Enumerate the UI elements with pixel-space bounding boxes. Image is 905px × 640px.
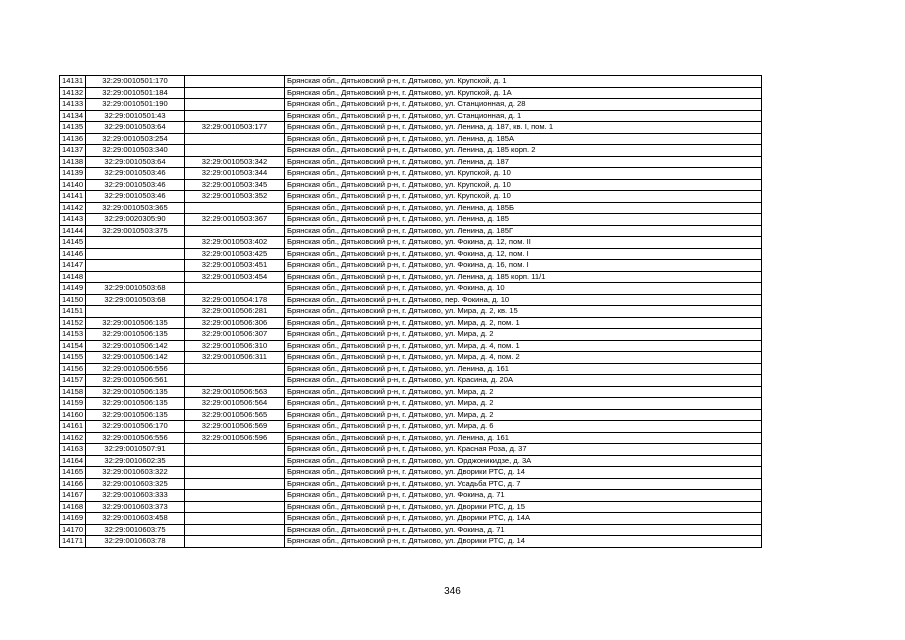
row-number-cell: 14153 (60, 329, 86, 341)
cadastral-number-cell: 32:29:0010506:561 (86, 375, 185, 387)
table-row (60, 306, 762, 318)
cadastral-number-cell: 32:29:0010603:78 (86, 536, 185, 548)
address-cell: Брянская обл., Дятьковский р-н, г. Дятьково, ул. Крупской, д. 10 (285, 191, 762, 203)
table-row (60, 191, 762, 203)
row-number-cell: 14157 (60, 375, 86, 387)
row-number-cell: 14151 (60, 306, 86, 318)
address-cell: Брянская обл., Дятьковский р-н, г. Дятьково, ул. Мира, д. 2 (285, 398, 762, 410)
row-number-cell: 14168 (60, 501, 86, 513)
cadastral-number-cell: 32:29:0010503:46 (86, 179, 185, 191)
address-cell: Брянская обл., Дятьковский р-н, г. Дятьково, ул. Орджоникидзе, д. 3А (285, 455, 762, 467)
related-cadastral-number-cell (185, 490, 285, 502)
cadastral-number-cell: 32:29:0010506:135 (86, 329, 185, 341)
row-number-cell: 14152 (60, 317, 86, 329)
cadastral-number-cell (86, 237, 185, 249)
related-cadastral-number-cell (185, 478, 285, 490)
cadastral-number-cell: 32:29:0010501:170 (86, 76, 185, 88)
related-cadastral-number-cell (185, 225, 285, 237)
row-number-cell: 14159 (60, 398, 86, 410)
related-cadastral-number-cell: 32:29:0010506:565 (185, 409, 285, 421)
cadastral-number-cell: 32:29:0010503:68 (86, 283, 185, 295)
cadastral-number-cell (86, 306, 185, 318)
address-cell: Брянская обл., Дятьковский р-н, г. Дятьково, ул. Дворики РТС, д. 14 (285, 467, 762, 479)
related-cadastral-number-cell (185, 202, 285, 214)
related-cadastral-number-cell (185, 283, 285, 295)
related-cadastral-number-cell (185, 524, 285, 536)
row-number-cell: 14156 (60, 363, 86, 375)
cadastral-number-cell: 32:29:0010603:458 (86, 513, 185, 525)
related-cadastral-number-cell: 32:29:0010506:596 (185, 432, 285, 444)
address-cell: Брянская обл., Дятьковский р-н, г. Дятьково, ул. Дворики РТС, д. 14 (285, 536, 762, 548)
row-number-cell: 14162 (60, 432, 86, 444)
table-row (60, 536, 762, 548)
address-cell: Брянская обл., Дятьковский р-н, г. Дятьково, ул. Крупской, д. 1 (285, 76, 762, 88)
related-cadastral-number-cell (185, 363, 285, 375)
cadastral-number-cell: 32:29:0010603:75 (86, 524, 185, 536)
row-number-cell: 14148 (60, 271, 86, 283)
table-row (60, 409, 762, 421)
address-cell: Брянская обл., Дятьковский р-н, г. Дятьково, ул. Фокина, д. 10 (285, 283, 762, 295)
related-cadastral-number-cell: 32:29:0010503:454 (185, 271, 285, 283)
cadastral-number-cell: 32:29:0010503:46 (86, 168, 185, 180)
address-cell: Брянская обл., Дятьковский р-н, г. Дятьково, ул. Фокина, д. 12, пом. I (285, 248, 762, 260)
address-cell: Брянская обл., Дятьковский р-н, г. Дятьково, ул. Ленина, д. 185 корп. 11/1 (285, 271, 762, 283)
related-cadastral-number-cell: 32:29:0010503:402 (185, 237, 285, 249)
row-number-cell: 14142 (60, 202, 86, 214)
table-row (60, 87, 762, 99)
address-cell: Брянская обл., Дятьковский р-н, г. Дятьково, ул. Ленина, д. 187 (285, 156, 762, 168)
cadastral-number-cell: 32:29:0010603:325 (86, 478, 185, 490)
table-row (60, 455, 762, 467)
table-row (60, 133, 762, 145)
related-cadastral-number-cell (185, 536, 285, 548)
table-row (60, 179, 762, 191)
table-row (60, 363, 762, 375)
table-row (60, 421, 762, 433)
address-cell: Брянская обл., Дятьковский р-н, г. Дятьково, ул. Красина, д. 20А (285, 375, 762, 387)
cadastral-number-cell: 32:29:0010501:43 (86, 110, 185, 122)
cadastral-number-cell: 32:29:0010503:68 (86, 294, 185, 306)
address-cell: Брянская обл., Дятьковский р-н, г. Дятьково, ул. Мира, д. 2 (285, 386, 762, 398)
related-cadastral-number-cell (185, 501, 285, 513)
related-cadastral-number-cell: 32:29:0010503:342 (185, 156, 285, 168)
related-cadastral-number-cell (185, 110, 285, 122)
table-row (60, 444, 762, 456)
address-cell: Брянская обл., Дятьковский р-н, г. Дятьково, ул. Дворики РТС, д. 14А (285, 513, 762, 525)
address-cell: Брянская обл., Дятьковский р-н, г. Дятьково, ул. Ленина, д. 185 корп. 2 (285, 145, 762, 157)
cadastral-number-cell: 32:29:0010503:365 (86, 202, 185, 214)
related-cadastral-number-cell (185, 133, 285, 145)
related-cadastral-number-cell: 32:29:0010503:344 (185, 168, 285, 180)
table-row (60, 225, 762, 237)
table-row (60, 501, 762, 513)
table-row (60, 260, 762, 272)
cadastral-number-cell: 32:29:0010603:333 (86, 490, 185, 502)
table-row (60, 110, 762, 122)
related-cadastral-number-cell (185, 513, 285, 525)
registry-table-body (60, 76, 762, 548)
address-cell: Брянская обл., Дятьковский р-н, г. Дятьково, ул. Мира, д. 2 (285, 329, 762, 341)
cadastral-number-cell: 32:29:0010503:340 (86, 145, 185, 157)
table-row (60, 271, 762, 283)
related-cadastral-number-cell: 32:29:0010503:451 (185, 260, 285, 272)
address-cell: Брянская обл., Дятьковский р-н, г. Дятьково, ул. Крупской, д. 10 (285, 168, 762, 180)
cadastral-number-cell: 32:29:0010506:170 (86, 421, 185, 433)
cadastral-number-cell: 32:29:0010506:135 (86, 386, 185, 398)
table-row (60, 329, 762, 341)
cadastral-number-cell: 32:29:0010506:142 (86, 340, 185, 352)
cadastral-number-cell: 32:29:0010506:135 (86, 409, 185, 421)
table-row (60, 398, 762, 410)
cadastral-number-cell: 32:29:0010506:556 (86, 432, 185, 444)
cadastral-number-cell: 32:29:0010506:142 (86, 352, 185, 364)
cadastral-number-cell (86, 271, 185, 283)
related-cadastral-number-cell (185, 99, 285, 111)
row-number-cell: 14132 (60, 87, 86, 99)
table-row (60, 283, 762, 295)
related-cadastral-number-cell: 32:29:0010503:425 (185, 248, 285, 260)
related-cadastral-number-cell (185, 467, 285, 479)
row-number-cell: 14163 (60, 444, 86, 456)
address-cell: Брянская обл., Дятьковский р-н, г. Дятьково, ул. Мира, д. 2, кв. 15 (285, 306, 762, 318)
table-row (60, 237, 762, 249)
related-cadastral-number-cell (185, 145, 285, 157)
cadastral-number-cell: 32:29:0010503:64 (86, 156, 185, 168)
address-cell: Брянская обл., Дятьковский р-н, г. Дятьково, ул. Ленина, д. 185А (285, 133, 762, 145)
cadastral-number-cell: 32:29:0010506:556 (86, 363, 185, 375)
table-row (60, 490, 762, 502)
table-row (60, 156, 762, 168)
registry-table (59, 75, 762, 548)
cadastral-number-cell: 32:29:0010603:373 (86, 501, 185, 513)
cadastral-number-cell: 32:29:0010507:91 (86, 444, 185, 456)
table-row (60, 375, 762, 387)
related-cadastral-number-cell: 32:29:0010503:352 (185, 191, 285, 203)
related-cadastral-number-cell: 32:29:0010504:178 (185, 294, 285, 306)
row-number-cell: 14140 (60, 179, 86, 191)
table-row (60, 432, 762, 444)
cadastral-number-cell: 32:29:0010503:375 (86, 225, 185, 237)
cadastral-number-cell: 32:29:0010503:64 (86, 122, 185, 134)
table-row (60, 168, 762, 180)
cadastral-number-cell: 32:29:0010501:184 (86, 87, 185, 99)
address-cell: Брянская обл., Дятьковский р-н, г. Дятьково, ул. Ленина, д. 187, кв. I, пом. 1 (285, 122, 762, 134)
address-cell: Брянская обл., Дятьковский р-н, г. Дятьково, ул. Мира, д. 6 (285, 421, 762, 433)
related-cadastral-number-cell: 32:29:0010506:281 (185, 306, 285, 318)
row-number-cell: 14154 (60, 340, 86, 352)
row-number-cell: 14171 (60, 536, 86, 548)
address-cell: Брянская обл., Дятьковский р-н, г. Дятьково, пер. Фокина, д. 10 (285, 294, 762, 306)
address-cell: Брянская обл., Дятьковский р-н, г. Дятьково, ул. Ленина, д. 185 (285, 214, 762, 226)
row-number-cell: 14164 (60, 455, 86, 467)
table-row (60, 524, 762, 536)
cadastral-number-cell (86, 248, 185, 260)
table-row (60, 214, 762, 226)
address-cell: Брянская обл., Дятьковский р-н, г. Дятьково, ул. Фокина, д. 12, пом. II (285, 237, 762, 249)
address-cell: Брянская обл., Дятьковский р-н, г. Дятьково, ул. Фокина, д. 16, пом. I (285, 260, 762, 272)
row-number-cell: 14147 (60, 260, 86, 272)
row-number-cell: 14158 (60, 386, 86, 398)
cadastral-number-cell: 32:29:0010603:322 (86, 467, 185, 479)
address-cell: Брянская обл., Дятьковский р-н, г. Дятьково, ул. Мира, д. 2, пом. 1 (285, 317, 762, 329)
row-number-cell: 14135 (60, 122, 86, 134)
table-row (60, 122, 762, 134)
address-cell: Брянская обл., Дятьковский р-н, г. Дятьково, ул. Мира, д. 4, пом. 1 (285, 340, 762, 352)
row-number-cell: 14134 (60, 110, 86, 122)
row-number-cell: 14136 (60, 133, 86, 145)
table-row (60, 76, 762, 88)
row-number-cell: 14165 (60, 467, 86, 479)
related-cadastral-number-cell (185, 87, 285, 99)
related-cadastral-number-cell: 32:29:0010506:311 (185, 352, 285, 364)
related-cadastral-number-cell: 32:29:0010506:306 (185, 317, 285, 329)
related-cadastral-number-cell (185, 76, 285, 88)
cadastral-number-cell: 32:29:0010602:35 (86, 455, 185, 467)
table-row (60, 478, 762, 490)
table-row (60, 99, 762, 111)
row-number-cell: 14166 (60, 478, 86, 490)
address-cell: Брянская обл., Дятьковский р-н, г. Дятьково, ул. Мира, д. 4, пом. 2 (285, 352, 762, 364)
address-cell: Брянская обл., Дятьковский р-н, г. Дятьково, ул. Ленина, д. 161 (285, 432, 762, 444)
page-number: 346 (444, 586, 461, 597)
row-number-cell: 14169 (60, 513, 86, 525)
related-cadastral-number-cell: 32:29:0010506:563 (185, 386, 285, 398)
address-cell: Брянская обл., Дятьковский р-н, г. Дятьково, ул. Усадьба РТС, д. 7 (285, 478, 762, 490)
table-row (60, 248, 762, 260)
address-cell: Брянская обл., Дятьковский р-н, г. Дятьково, ул. Дворики РТС, д. 15 (285, 501, 762, 513)
row-number-cell: 14167 (60, 490, 86, 502)
row-number-cell: 14143 (60, 214, 86, 226)
row-number-cell: 14160 (60, 409, 86, 421)
address-cell: Брянская обл., Дятьковский р-н, г. Дятьково, ул. Красная Роза, д. 37 (285, 444, 762, 456)
related-cadastral-number-cell: 32:29:0010506:569 (185, 421, 285, 433)
row-number-cell: 14138 (60, 156, 86, 168)
cadastral-number-cell: 32:29:0010503:254 (86, 133, 185, 145)
table-row (60, 202, 762, 214)
row-number-cell: 14145 (60, 237, 86, 249)
row-number-cell: 14155 (60, 352, 86, 364)
table-row (60, 145, 762, 157)
related-cadastral-number-cell: 32:29:0010503:177 (185, 122, 285, 134)
address-cell: Брянская обл., Дятьковский р-н, г. Дятьково, ул. Ленина, д. 161 (285, 363, 762, 375)
cadastral-number-cell: 32:29:0020305:90 (86, 214, 185, 226)
address-cell: Брянская обл., Дятьковский р-н, г. Дятьково, ул. Фокина, д. 71 (285, 524, 762, 536)
address-cell: Брянская обл., Дятьковский р-н, г. Дятьково, ул. Фокина, д. 71 (285, 490, 762, 502)
table-row (60, 467, 762, 479)
cadastral-number-cell: 32:29:0010501:190 (86, 99, 185, 111)
cadastral-number-cell (86, 260, 185, 272)
related-cadastral-number-cell: 32:29:0010503:345 (185, 179, 285, 191)
related-cadastral-number-cell: 32:29:0010503:367 (185, 214, 285, 226)
row-number-cell: 14133 (60, 99, 86, 111)
row-number-cell: 14146 (60, 248, 86, 260)
row-number-cell: 14139 (60, 168, 86, 180)
cadastral-number-cell: 32:29:0010506:135 (86, 317, 185, 329)
row-number-cell: 14131 (60, 76, 86, 88)
related-cadastral-number-cell: 32:29:0010506:307 (185, 329, 285, 341)
row-number-cell: 14141 (60, 191, 86, 203)
cadastral-number-cell: 32:29:0010506:135 (86, 398, 185, 410)
row-number-cell: 14137 (60, 145, 86, 157)
related-cadastral-number-cell (185, 444, 285, 456)
related-cadastral-number-cell (185, 375, 285, 387)
related-cadastral-number-cell: 32:29:0010506:310 (185, 340, 285, 352)
address-cell: Брянская обл., Дятьковский р-н, г. Дятьково, ул. Станционная, д. 28 (285, 99, 762, 111)
row-number-cell: 14150 (60, 294, 86, 306)
table-row (60, 386, 762, 398)
table-row (60, 317, 762, 329)
table-row (60, 294, 762, 306)
table-row (60, 513, 762, 525)
address-cell: Брянская обл., Дятьковский р-н, г. Дятьково, ул. Станционная, д. 1 (285, 110, 762, 122)
row-number-cell: 14170 (60, 524, 86, 536)
address-cell: Брянская обл., Дятьковский р-н, г. Дятьково, ул. Мира, д. 2 (285, 409, 762, 421)
address-cell: Брянская обл., Дятьковский р-н, г. Дятьково, ул. Ленина, д. 185Б (285, 202, 762, 214)
address-cell: Брянская обл., Дятьковский р-н, г. Дятьково, ул. Ленина, д. 185Г (285, 225, 762, 237)
address-cell: Брянская обл., Дятьковский р-н, г. Дятьково, ул. Крупской, д. 10 (285, 179, 762, 191)
related-cadastral-number-cell: 32:29:0010506:564 (185, 398, 285, 410)
address-cell: Брянская обл., Дятьковский р-н, г. Дятьково, ул. Крупской, д. 1А (285, 87, 762, 99)
cadastral-number-cell: 32:29:0010503:46 (86, 191, 185, 203)
table-row (60, 340, 762, 352)
row-number-cell: 14161 (60, 421, 86, 433)
table-row (60, 352, 762, 364)
row-number-cell: 14149 (60, 283, 86, 295)
row-number-cell: 14144 (60, 225, 86, 237)
related-cadastral-number-cell (185, 455, 285, 467)
